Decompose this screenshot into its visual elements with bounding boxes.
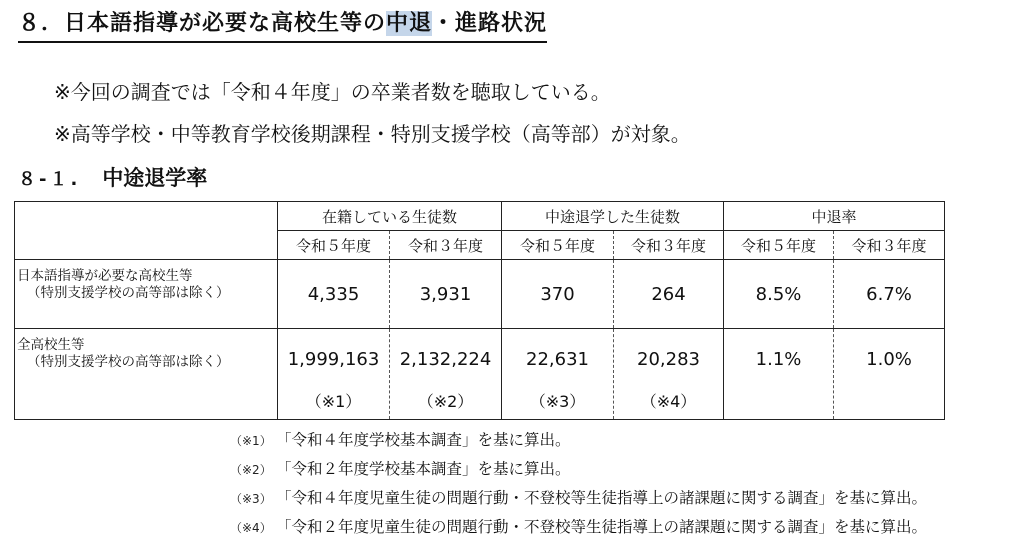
year-header: 令和３年度: [390, 231, 502, 260]
table-cell: 370: [502, 260, 614, 329]
subsection-heading: [18, 162, 207, 192]
note-survey-year: ※今回の調査では「令和４年度」の卒業者数を聴取している。: [54, 80, 611, 104]
footnote: [230, 515, 927, 537]
row-label: [15, 329, 278, 420]
footnote-text: 「令和２年度児童生徒の問題行動・不登校等生徒指導上の諸課題に関する調査」を基に算出。: [276, 518, 928, 536]
table-cell: [278, 329, 390, 420]
cell-value: 22,631: [526, 349, 589, 370]
table-cell: 4,335: [278, 260, 390, 329]
section-title: [18, 6, 547, 43]
footnote: [230, 457, 571, 479]
table-cell: [834, 329, 945, 420]
row-label-main: 全高校生等: [17, 337, 85, 353]
section-title-suffix: ・進路状況: [432, 11, 548, 36]
cell-value: 20,283: [637, 349, 701, 370]
subsection-title: 中途退学率: [102, 166, 208, 190]
row-label-sub: （特別支援学校の高等部は除く）: [27, 285, 230, 301]
table-cell: 8.5%: [724, 260, 834, 329]
year-header: 令和３年度: [614, 231, 724, 260]
header-dropout-rate: 中退率: [724, 202, 945, 231]
footnote: [230, 428, 571, 450]
year-header: 令和５年度: [278, 231, 390, 260]
footnote-ref: （※4）: [640, 392, 697, 411]
footnote-text: 「令和２年度学校基本調査」を基に算出。: [276, 460, 571, 478]
footnote-text: 「令和４年度児童生徒の問題行動・不登校等生徒指導上の諸課題に関する調査」を基に算出。: [276, 489, 928, 507]
table-cell: 264: [614, 260, 724, 329]
note-scope: ※高等学校・中等教育学校後期課程・特別支援学校（高等部）が対象。: [54, 122, 691, 146]
footnote-mark: （※1）: [230, 434, 272, 448]
row-label-sub: （特別支援学校の高等部は除く）: [27, 354, 230, 370]
footnote-ref: （※2）: [417, 392, 474, 411]
highlighted-text[interactable]: 中退: [386, 11, 433, 36]
table-cell: 6.7%: [834, 260, 945, 329]
cell-value: 2,132,224: [399, 349, 492, 370]
table-row: [15, 260, 945, 329]
year-header: 令和５年度: [724, 231, 834, 260]
header-dropouts: 中途退学した生徒数: [502, 202, 724, 231]
section-title-prefix: ８．日本語指導が必要な高校生等の: [18, 11, 387, 36]
table-cell: [724, 329, 834, 420]
footnote-mark: （※2）: [230, 463, 272, 477]
footnote-ref: （※3）: [529, 392, 586, 411]
cell-value: 1.0%: [866, 349, 912, 370]
table-cell: [390, 329, 502, 420]
row-label-main: 日本語指導が必要な高校生等: [17, 268, 193, 284]
footnote-text: 「令和４年度学校基本調査」を基に算出。: [276, 431, 571, 449]
row-label: [15, 260, 278, 329]
header-row-groups: [15, 202, 945, 231]
dropout-rate-table: [14, 201, 945, 420]
footnote-mark: （※4）: [230, 521, 272, 535]
cell-value: 1,999,163: [287, 349, 380, 370]
year-header: 令和５年度: [502, 231, 614, 260]
subsection-number: ８-１.: [18, 169, 81, 190]
table-cell: 3,931: [390, 260, 502, 329]
cell-value: 1.1%: [755, 349, 802, 370]
table-cell: [614, 329, 724, 420]
footnote: [230, 486, 927, 508]
table-cell: [502, 329, 614, 420]
table-row: [15, 329, 945, 420]
footnote-mark: （※3）: [230, 492, 272, 506]
footnote-ref: （※1）: [305, 392, 362, 411]
header-enrolled: 在籍している生徒数: [278, 202, 502, 231]
year-header: 令和３年度: [834, 231, 945, 260]
header-corner: [15, 202, 278, 260]
